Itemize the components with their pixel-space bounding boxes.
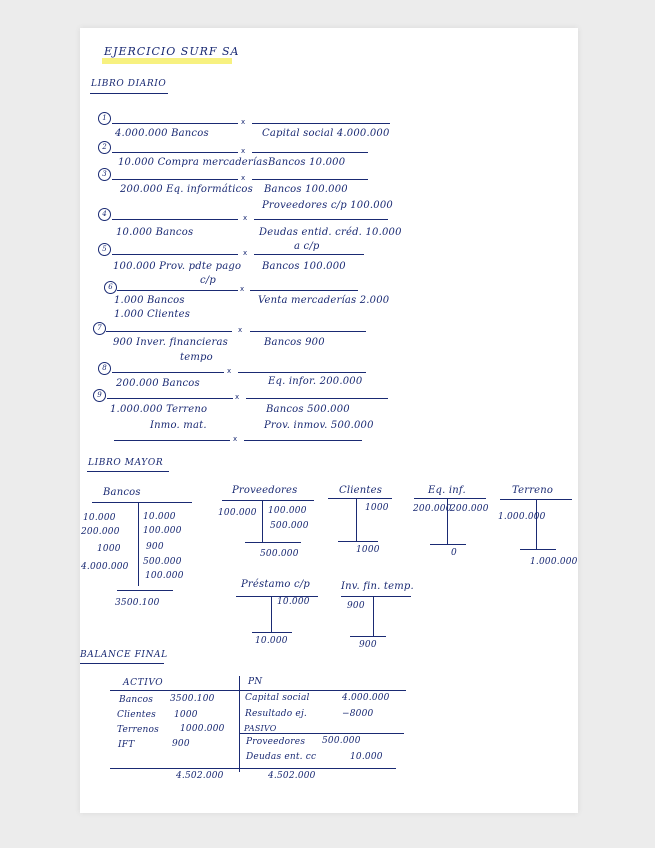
t-debit: 4.000.000 [81, 562, 129, 572]
balance-heading-underline [80, 663, 164, 664]
entry-separator: x [241, 174, 246, 182]
t-credit: 500.000 [270, 521, 309, 531]
entry-credit: Deudas entid. créd. 10.000 [259, 227, 402, 238]
t-account-title: Terreno [512, 485, 554, 496]
activo-row-label: Clientes [117, 710, 156, 720]
t-account-top [414, 498, 486, 499]
entry-number: 4 [98, 208, 111, 221]
total-activo: 4.502.000 [176, 771, 224, 781]
entry-debit: 10.000 Compra mercaderías [118, 157, 268, 168]
entry-separator: x [243, 249, 248, 257]
t-debit: 200.000 [81, 527, 120, 537]
t-account-title: Bancos [103, 487, 141, 498]
entry-separator: x [240, 285, 245, 293]
entry-number: 2 [98, 141, 111, 154]
journal-heading: LIBRO DIARIO [91, 79, 167, 89]
pasivo-row-value: 500.000 [322, 736, 361, 746]
page-title: EJERCICIO SURF SA [104, 45, 240, 58]
entry-debit: 1.000.000 Terreno [110, 404, 208, 415]
pn-row-label: Resultado ej. [245, 709, 307, 719]
t-credit: 10.000 [143, 512, 176, 522]
title-highlight [102, 58, 232, 64]
entry-rule [254, 254, 364, 255]
t-account-stem [373, 596, 374, 636]
entry-number: 9 [93, 389, 106, 402]
pasivo-rule [240, 733, 404, 734]
t-account-total-rule [430, 544, 466, 545]
entry-separator: x [238, 326, 243, 334]
entry-debit: 200.000 Bancos [116, 378, 200, 389]
t-total: 1000 [356, 545, 380, 555]
activo-row-value: 3500.100 [170, 694, 215, 704]
total-pasivo: 4.502.000 [268, 771, 316, 781]
t-credit: 100.000 [268, 506, 307, 516]
activo-row-value: 1000 [174, 710, 198, 720]
entry-credit-line2: a c/p [294, 241, 320, 252]
activo-row-value: 900 [172, 739, 190, 749]
t-credit: 100.000 [143, 526, 182, 536]
entry-credit: Venta mercaderías 2.000 [258, 295, 390, 306]
t-debit: 1000 [97, 544, 121, 554]
entry-rule [250, 331, 366, 332]
t-total: 1.000.000 [530, 557, 578, 567]
entry-debit-line2: 1.000 Clientes [114, 309, 191, 320]
t-account-top [222, 500, 314, 501]
entry-number: 8 [98, 362, 111, 375]
journal-close-rule [244, 440, 362, 441]
entry-debit: 200.000 Eq. informáticos [120, 184, 253, 195]
entry-number: 5 [98, 243, 111, 256]
pasivo-label: PASIVO [244, 724, 277, 733]
t-account-title: Préstamo c/p [241, 579, 310, 590]
entry-rule [250, 290, 358, 291]
entry-number: 7 [93, 322, 106, 335]
t-debit: 200.000 [413, 504, 452, 514]
entry-rule [117, 290, 238, 291]
entry-credit: Bancos 500.000 [266, 404, 350, 415]
entry-debit: 100.000 Prov. pdte pago [113, 261, 242, 272]
entry-credit: Bancos 900 [264, 337, 325, 348]
entry-rule [252, 123, 390, 124]
journal-heading-underline [90, 93, 168, 94]
t-debit: 10.000 [83, 513, 116, 523]
t-credit: 900 [146, 542, 164, 552]
t-account-total-rule [520, 549, 556, 550]
entry-separator: x [235, 393, 240, 401]
t-account-top [92, 502, 192, 503]
pasivo-row-value: 10.000 [350, 752, 383, 762]
entry-rule [106, 331, 232, 332]
entry-number: 3 [98, 168, 111, 181]
t-total: 0 [451, 548, 457, 558]
entry-rule [246, 398, 388, 399]
balance-top-rule [110, 690, 406, 691]
entry-debit: 1.000 Bancos [114, 295, 185, 306]
t-debit: 1000 [365, 503, 389, 513]
ledger-heading-underline [87, 471, 169, 472]
t-account-total-rule [350, 636, 386, 637]
entry-credit-line2: Proveedores c/p 100.000 [262, 200, 393, 211]
t-account-title: Inv. fin. temp. [341, 581, 414, 592]
entry-rule [112, 219, 238, 220]
t-total: 3500.100 [115, 598, 160, 608]
t-debit: 900 [347, 601, 365, 611]
t-credit: 10.000 [277, 597, 310, 607]
t-account-stem [356, 498, 357, 542]
entry-separator: x [241, 118, 246, 126]
t-credit: 200.000 [450, 504, 489, 514]
activo-row-label: Bancos [119, 695, 154, 705]
activo-row-value: 1000.000 [180, 724, 225, 734]
t-credit: 500.000 [143, 557, 182, 567]
t-account-top [328, 498, 392, 499]
entry-credit: Bancos 100.000 [262, 261, 346, 272]
entry-debit-line2: c/p [200, 275, 216, 286]
t-account-title: Proveedores [232, 485, 298, 496]
entry-rule [112, 254, 238, 255]
entry-credit: Capital social 4.000.000 [262, 128, 390, 139]
entry-debit: 10.000 Bancos [116, 227, 194, 238]
t-total: 10.000 [255, 636, 288, 646]
t-total: 900 [359, 640, 377, 650]
t-account-title: Eq. inf. [428, 485, 466, 496]
entry-number: 6 [104, 281, 117, 294]
entry-rule [112, 152, 238, 153]
t-account-stem [536, 499, 537, 549]
pn-row-value: −8000 [342, 709, 374, 719]
t-account-top [341, 596, 411, 597]
entry-debit-line2: tempo [180, 352, 213, 363]
entry-rule [112, 179, 238, 180]
entry-separator: x [227, 367, 232, 375]
t-credit: 100.000 [145, 571, 184, 581]
entry-debit-line2: Inmo. mat. [150, 420, 207, 431]
t-account-stem [138, 502, 139, 586]
t-account-total-rule [338, 541, 378, 542]
t-account-total-rule [252, 632, 292, 633]
t-account-stem [262, 500, 263, 542]
entry-rule [107, 398, 233, 399]
entry-credit: Bancos 100.000 [264, 184, 348, 195]
entry-rule [252, 179, 368, 180]
pn-row-label: Capital social [245, 693, 310, 703]
entry-credit: Eq. infor. 200.000 [268, 376, 363, 387]
activo-row-label: Terrenos [117, 725, 159, 735]
balance-stem [239, 676, 240, 772]
pasivo-row-label: Deudas ent. cc [246, 752, 317, 762]
t-total: 500.000 [260, 549, 299, 559]
entry-separator: x [241, 147, 246, 155]
balance-total-rule [110, 768, 396, 769]
journal-close-rule [114, 440, 230, 441]
entry-rule [252, 152, 368, 153]
entry-debit: 900 Inver. financieras [113, 337, 228, 348]
entry-separator: x [243, 214, 248, 222]
entry-rule [112, 372, 224, 373]
t-account-total-rule [117, 590, 173, 591]
pasivo-row-label: Proveedores [246, 737, 306, 747]
entry-credit: Bancos 10.000 [268, 157, 346, 168]
t-account-stem [271, 596, 272, 632]
t-account-total-rule [245, 542, 301, 543]
t-debit: 100.000 [218, 508, 257, 518]
balance-heading: BALANCE FINAL [80, 650, 168, 660]
activo-label: ACTIVO [123, 678, 164, 688]
ledger-heading: LIBRO MAYOR [88, 458, 164, 468]
entry-rule [254, 219, 388, 220]
entry-rule [112, 123, 238, 124]
t-account-title: Clientes [339, 485, 383, 496]
activo-row-label: IFT [118, 740, 135, 750]
t-debit: 1.000.000 [498, 512, 546, 522]
entry-number: 1 [98, 112, 111, 125]
pn-row-value: 4.000.000 [342, 693, 390, 703]
pn-label: PN [248, 677, 263, 687]
entry-separator: x [233, 435, 238, 443]
entry-credit-line2: Prov. inmov. 500.000 [264, 420, 374, 431]
entry-rule [238, 372, 366, 373]
entry-debit: 4.000.000 Bancos [115, 128, 209, 139]
